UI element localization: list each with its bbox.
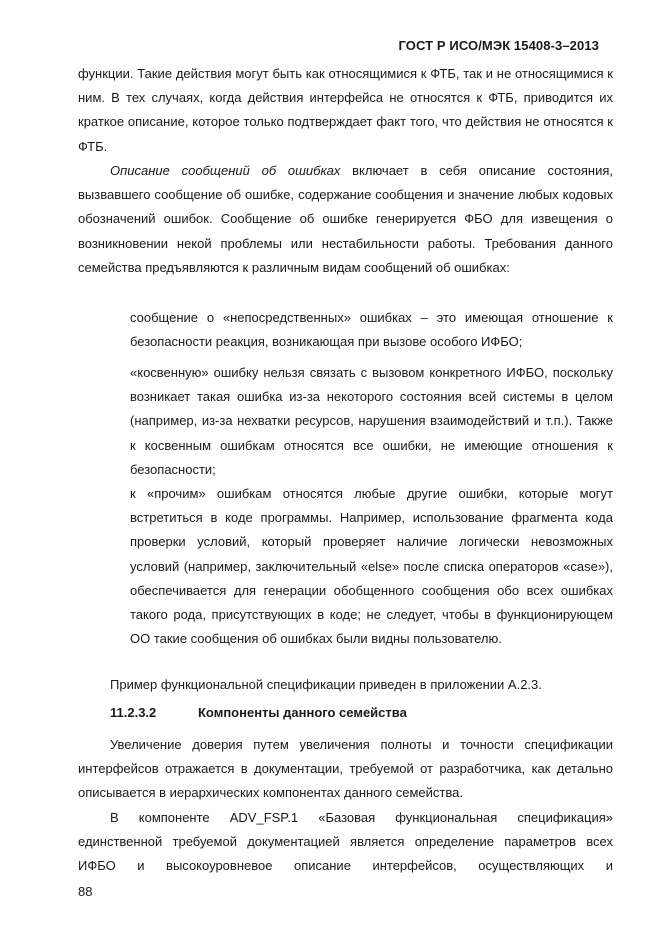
paragraph-continuation [78, 62, 613, 159]
document-header: ГОСТ Р ИСО/МЭК 15408-3–2013 [398, 38, 599, 53]
paragraph-italic-term: Описание сообщений об ошибках [110, 163, 341, 178]
section-number: 11.2.3.2 [110, 705, 157, 720]
paragraph-error-messages [78, 159, 613, 280]
paragraph-text: включает в себя описание состояния, вызвавшего сообщение об ошибке, содержание сообщения и значение любых кодовых обозначений ошибок. Сообщение об ошибке генерируется ФБО для извещения о возникновении некой проблемы или нестабильности работы. Требования данного семейства предъявляются к различным видам сообщений об ошибках: [78, 163, 613, 275]
section-heading [110, 705, 407, 720]
paragraph-text: Увеличение доверия путем увеличения полноты и точности спецификации интерфейсов отражается в документации, требуемой от разработчика, как детально описывается в иерархических компонентах данного семейства. [78, 737, 613, 801]
list-item-text: сообщение о «непосредственных» ошибках – это имеющая отношение к безопасности реакция, возникающая при вызове особого ИФБО; [130, 310, 613, 350]
list-item-direct-errors [130, 306, 613, 354]
paragraph-assurance [78, 733, 613, 806]
list-item-indirect-errors [130, 361, 613, 482]
page-number: 88 [78, 884, 93, 899]
paragraph-text: В компоненте ADV_FSP.1 «Базовая функциональная спецификация» единственной требуемой документацией является определение параметров всех ИФБО и высокоуровневое описание интерфейсов, осуществляющих и [78, 810, 613, 874]
paragraph-text: функции. Такие действия могут быть как относящимися к ФТБ, так и не относящимися к ним. В тех случаях, когда действия интерфейса не относятся к ФТБ, приводится их краткое описание, которое только подтверждает факт того, что действия не относятся к ФТБ. [78, 66, 613, 154]
list-item-other-errors [130, 482, 613, 651]
list-item-text: «косвенную» ошибку нельзя связать с вызовом конкретного ИФБО, поскольку возникает такая ошибка из-за некоторого состояния всей системы в целом (например, из-за нехватки ресурсов, нарушения взаимодействий и т.п.). Также к косвенным ошибкам относятся все ошибки, не имеющие отношения к безопасности; [130, 365, 613, 477]
paragraph-example [78, 673, 613, 697]
paragraph-adv-fsp1 [78, 806, 613, 879]
list-item-text: к «прочим» ошибкам относятся любые другие ошибки, которые могут встретиться в коде программы. Например, использование фрагмента кода проверки условий, который проверяет наличие логически невозможных условий (например, заключительный «else» после списка операторов «case»), обеспечивается для генерации обобщенного сообщения обо всех ошибках такого рода, присутствующих в коде; не следует, чтобы в функционирующем ОО такие сообщения об ошибках были видны пользователю. [130, 486, 613, 647]
section-title: Компоненты данного семейства [198, 705, 407, 720]
paragraph-text: Пример функциональной спецификации приведен в приложении А.2.3. [110, 677, 542, 692]
